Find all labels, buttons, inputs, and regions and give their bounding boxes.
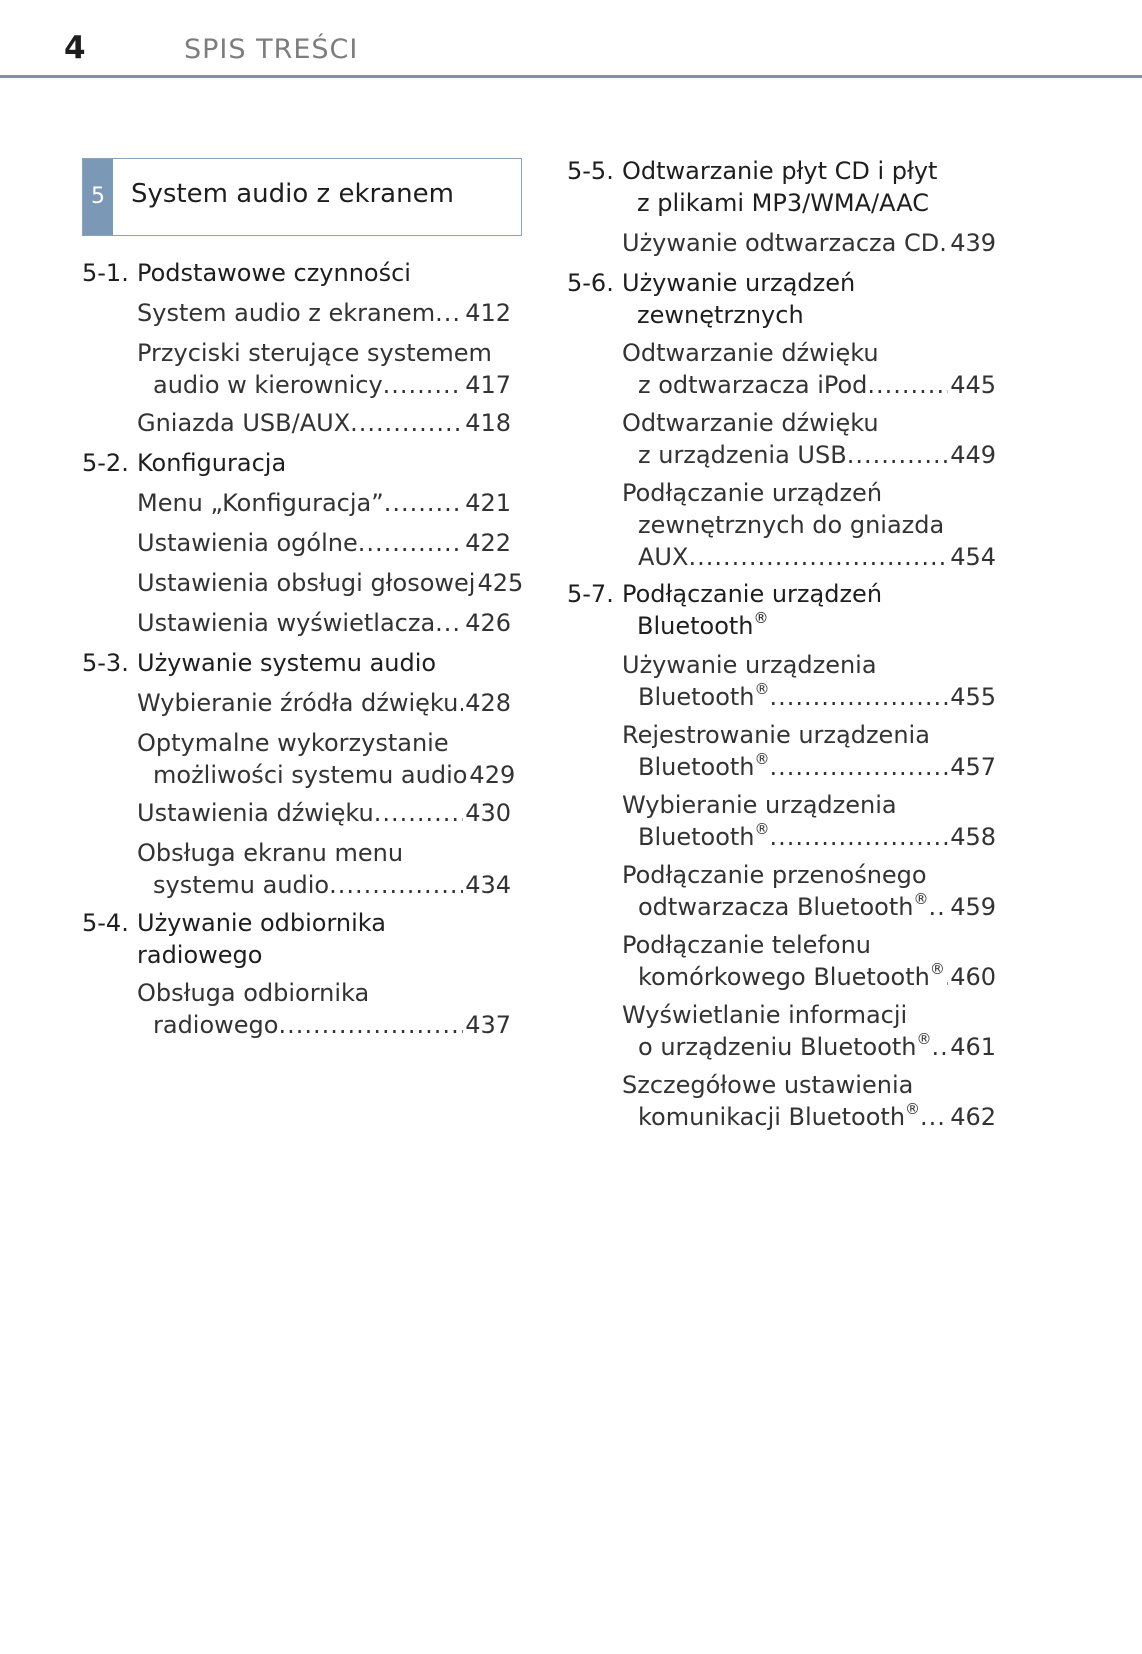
toc-entry[interactable] bbox=[622, 929, 996, 993]
section-title: Używanie urządzeń bbox=[622, 269, 856, 297]
entry-text-main: komórkowego Bluetooth bbox=[638, 963, 930, 991]
section-title-line2: radiowego bbox=[137, 941, 263, 969]
entry-page: 421 bbox=[465, 489, 511, 517]
leader-dots bbox=[920, 1101, 948, 1133]
chapter-title: System audio z ekranem bbox=[131, 179, 454, 209]
section-number: 5-7. bbox=[567, 580, 614, 608]
entry-text bbox=[638, 681, 770, 713]
toc-entry[interactable] bbox=[622, 859, 996, 923]
entry-text-main: komunikacji Bluetooth bbox=[638, 1103, 906, 1131]
leader-dots bbox=[383, 369, 464, 401]
entry-text: możliwości systemu audio bbox=[153, 761, 468, 789]
toc-entry[interactable] bbox=[622, 337, 996, 401]
header-rule bbox=[0, 75, 1142, 78]
registered-mark: ® bbox=[754, 680, 770, 698]
entry-text-line: Obsługa ekranu menu bbox=[137, 839, 404, 867]
entry-text: audio w kierownicy bbox=[153, 371, 383, 399]
entry-page: 454 bbox=[950, 543, 996, 571]
entry-text: Gniazda USB/AUX bbox=[137, 409, 351, 437]
entry-page: 412 bbox=[465, 299, 511, 327]
entry-text-line: Optymalne wykorzystanie bbox=[137, 729, 449, 757]
entry-text bbox=[638, 751, 770, 783]
registered-mark: ® bbox=[753, 609, 769, 627]
registered-mark: ® bbox=[916, 1030, 932, 1048]
entry-page: 462 bbox=[950, 1103, 996, 1131]
leader-dots bbox=[384, 487, 464, 519]
section-5-2[interactable] bbox=[82, 447, 286, 479]
section-title: Używanie systemu audio bbox=[137, 649, 437, 677]
entry-page: 457 bbox=[950, 753, 996, 781]
section-title: Konfiguracja bbox=[137, 449, 287, 477]
section-5-4[interactable] bbox=[82, 907, 386, 971]
toc-entry[interactable] bbox=[137, 607, 511, 639]
toc-entry[interactable] bbox=[137, 567, 524, 599]
section-title-line2-text: Bluetooth bbox=[637, 612, 754, 640]
registered-mark: ® bbox=[754, 750, 770, 768]
toc-entry[interactable] bbox=[137, 337, 511, 401]
entry-text: Ustawienia obsługi głosowej bbox=[137, 569, 476, 597]
entry-page: 455 bbox=[950, 683, 996, 711]
page-header bbox=[0, 0, 1142, 80]
entry-page: 449 bbox=[950, 441, 996, 469]
entry-page: 459 bbox=[950, 893, 996, 921]
entry-text: radiowego bbox=[153, 1011, 279, 1039]
section-5-6[interactable] bbox=[567, 267, 855, 331]
leader-dots bbox=[374, 797, 463, 829]
entry-text: AUX bbox=[638, 543, 689, 571]
leader-dots bbox=[278, 1009, 463, 1041]
entry-text: Wybieranie źródła dźwięku bbox=[137, 689, 459, 717]
entry-text: Ustawienia dźwięku bbox=[137, 799, 374, 827]
entry-text-line: Przyciski sterujące systemem bbox=[137, 339, 492, 367]
entry-page: 422 bbox=[465, 529, 511, 557]
entry-text-line: Używanie urządzenia bbox=[622, 651, 877, 679]
leader-dots bbox=[350, 407, 463, 439]
entry-page: 458 bbox=[950, 823, 996, 851]
entry-text: z urządzenia USB bbox=[638, 441, 847, 469]
toc-entry[interactable] bbox=[622, 999, 996, 1063]
toc-entry[interactable] bbox=[137, 687, 511, 719]
toc-entry[interactable] bbox=[137, 837, 511, 901]
entry-page: 426 bbox=[465, 609, 511, 637]
toc-entry[interactable] bbox=[622, 1069, 996, 1133]
entry-text-main: Bluetooth bbox=[638, 683, 755, 711]
toc-entry[interactable] bbox=[622, 789, 996, 853]
section-5-1[interactable] bbox=[82, 257, 411, 289]
leader-dots bbox=[770, 821, 949, 853]
toc-entry[interactable] bbox=[622, 649, 996, 713]
section-title: Podłączanie urządzeń bbox=[622, 580, 883, 608]
entry-page: 417 bbox=[465, 371, 511, 399]
section-number: 5-3. bbox=[82, 649, 129, 677]
entry-text-line: Szczegółowe ustawienia bbox=[622, 1071, 914, 1099]
section-title-line2: zewnętrznych bbox=[637, 301, 804, 329]
entry-text-line: zewnętrznych do gniazda bbox=[638, 511, 945, 539]
entry-text-line: Wyświetlanie informacji bbox=[622, 1001, 908, 1029]
entry-page: 429 bbox=[469, 761, 516, 789]
entry-page: 460 bbox=[950, 963, 996, 991]
toc-entry[interactable] bbox=[137, 727, 516, 791]
toc-entry[interactable] bbox=[137, 797, 511, 829]
entry-text-line: Rejestrowanie urządzenia bbox=[622, 721, 930, 749]
chapter-number-tab: 5 bbox=[83, 159, 113, 235]
section-number: 5-5. bbox=[567, 157, 614, 185]
chapter-heading bbox=[82, 158, 522, 236]
toc-entry[interactable] bbox=[622, 477, 996, 573]
leader-dots bbox=[329, 869, 463, 901]
toc-entry[interactable] bbox=[622, 227, 996, 259]
registered-mark: ® bbox=[929, 960, 945, 978]
section-5-5[interactable] bbox=[567, 155, 937, 219]
section-title: Używanie odbiornika bbox=[137, 909, 386, 937]
entry-text: Używanie odtwarzacza CD bbox=[622, 229, 940, 257]
section-5-7[interactable] bbox=[567, 578, 882, 642]
registered-mark: ® bbox=[913, 890, 929, 908]
entry-text-main: odtwarzacza Bluetooth bbox=[638, 893, 914, 921]
leader-dots bbox=[867, 369, 948, 401]
toc-entry[interactable] bbox=[137, 407, 511, 439]
entry-text-line: Podłączanie urządzeń bbox=[622, 479, 883, 507]
entry-text bbox=[638, 961, 945, 993]
entry-page: 445 bbox=[950, 371, 996, 399]
section-5-3[interactable] bbox=[82, 647, 436, 679]
entry-text-main: o urządzeniu Bluetooth bbox=[638, 1033, 917, 1061]
entry-page: 430 bbox=[465, 799, 511, 827]
entry-page: 428 bbox=[465, 689, 511, 717]
section-number: 5-1. bbox=[82, 259, 129, 287]
section-number: 5-4. bbox=[82, 909, 129, 937]
toc-entry[interactable] bbox=[137, 487, 511, 519]
leader-dots bbox=[435, 607, 463, 639]
entry-text-line: Wybieranie urządzenia bbox=[622, 791, 897, 819]
entry-text-line: Podłączanie przenośnego bbox=[622, 861, 927, 889]
page-number: 4 bbox=[64, 30, 86, 66]
section-title: Odtwarzanie płyt CD i płyt bbox=[622, 157, 938, 185]
toc-entry[interactable] bbox=[622, 407, 996, 471]
entry-page: 434 bbox=[465, 871, 511, 899]
entry-text: Ustawienia wyświetlacza bbox=[137, 609, 436, 637]
leader-dots bbox=[435, 297, 463, 329]
leader-dots bbox=[928, 891, 948, 923]
leader-dots bbox=[688, 541, 948, 573]
entry-text-line: Podłączanie telefonu bbox=[622, 931, 871, 959]
toc-entry[interactable] bbox=[137, 527, 511, 559]
registered-mark: ® bbox=[905, 1100, 921, 1118]
section-title-line2 bbox=[567, 610, 882, 642]
header-title: SPIS TREŚCI bbox=[184, 34, 359, 65]
toc-entry[interactable] bbox=[137, 977, 511, 1041]
entry-text: System audio z ekranem bbox=[137, 299, 436, 327]
entry-page: 418 bbox=[465, 409, 511, 437]
leader-dots bbox=[770, 681, 949, 713]
entry-text: Ustawienia ogólne bbox=[137, 529, 358, 557]
entry-text-main: Bluetooth bbox=[638, 823, 755, 851]
section-number: 5-2. bbox=[82, 449, 129, 477]
entry-text: Menu „Konfiguracja” bbox=[137, 489, 384, 517]
leader-dots bbox=[358, 527, 463, 559]
entry-text-main: Bluetooth bbox=[638, 753, 755, 781]
leader-dots bbox=[770, 751, 949, 783]
entry-page: 461 bbox=[950, 1033, 996, 1061]
toc-entry[interactable] bbox=[622, 719, 996, 783]
entry-page: 439 bbox=[950, 229, 996, 257]
toc-entry[interactable] bbox=[137, 297, 511, 329]
registered-mark: ® bbox=[754, 820, 770, 838]
entry-text: systemu audio bbox=[153, 871, 330, 899]
entry-text-line: Odtwarzanie dźwięku bbox=[622, 409, 879, 437]
entry-page: 437 bbox=[465, 1011, 511, 1039]
entry-text-line: Odtwarzanie dźwięku bbox=[622, 339, 879, 367]
section-title: Podstawowe czynności bbox=[137, 259, 411, 287]
entry-text-line: Obsługa odbiornika bbox=[137, 979, 370, 1007]
entry-text: z odtwarzacza iPod bbox=[638, 371, 868, 399]
leader-dots bbox=[847, 439, 949, 471]
entry-text bbox=[638, 891, 928, 923]
leader-dots bbox=[932, 1031, 949, 1063]
section-title-line2: z plikami MP3/WMA/AAC bbox=[637, 189, 929, 217]
entry-text bbox=[638, 1101, 920, 1133]
leader-dots bbox=[939, 227, 948, 259]
entry-text bbox=[638, 821, 770, 853]
entry-text bbox=[638, 1031, 932, 1063]
entry-page: 425 bbox=[477, 569, 524, 597]
section-number: 5-6. bbox=[567, 269, 614, 297]
